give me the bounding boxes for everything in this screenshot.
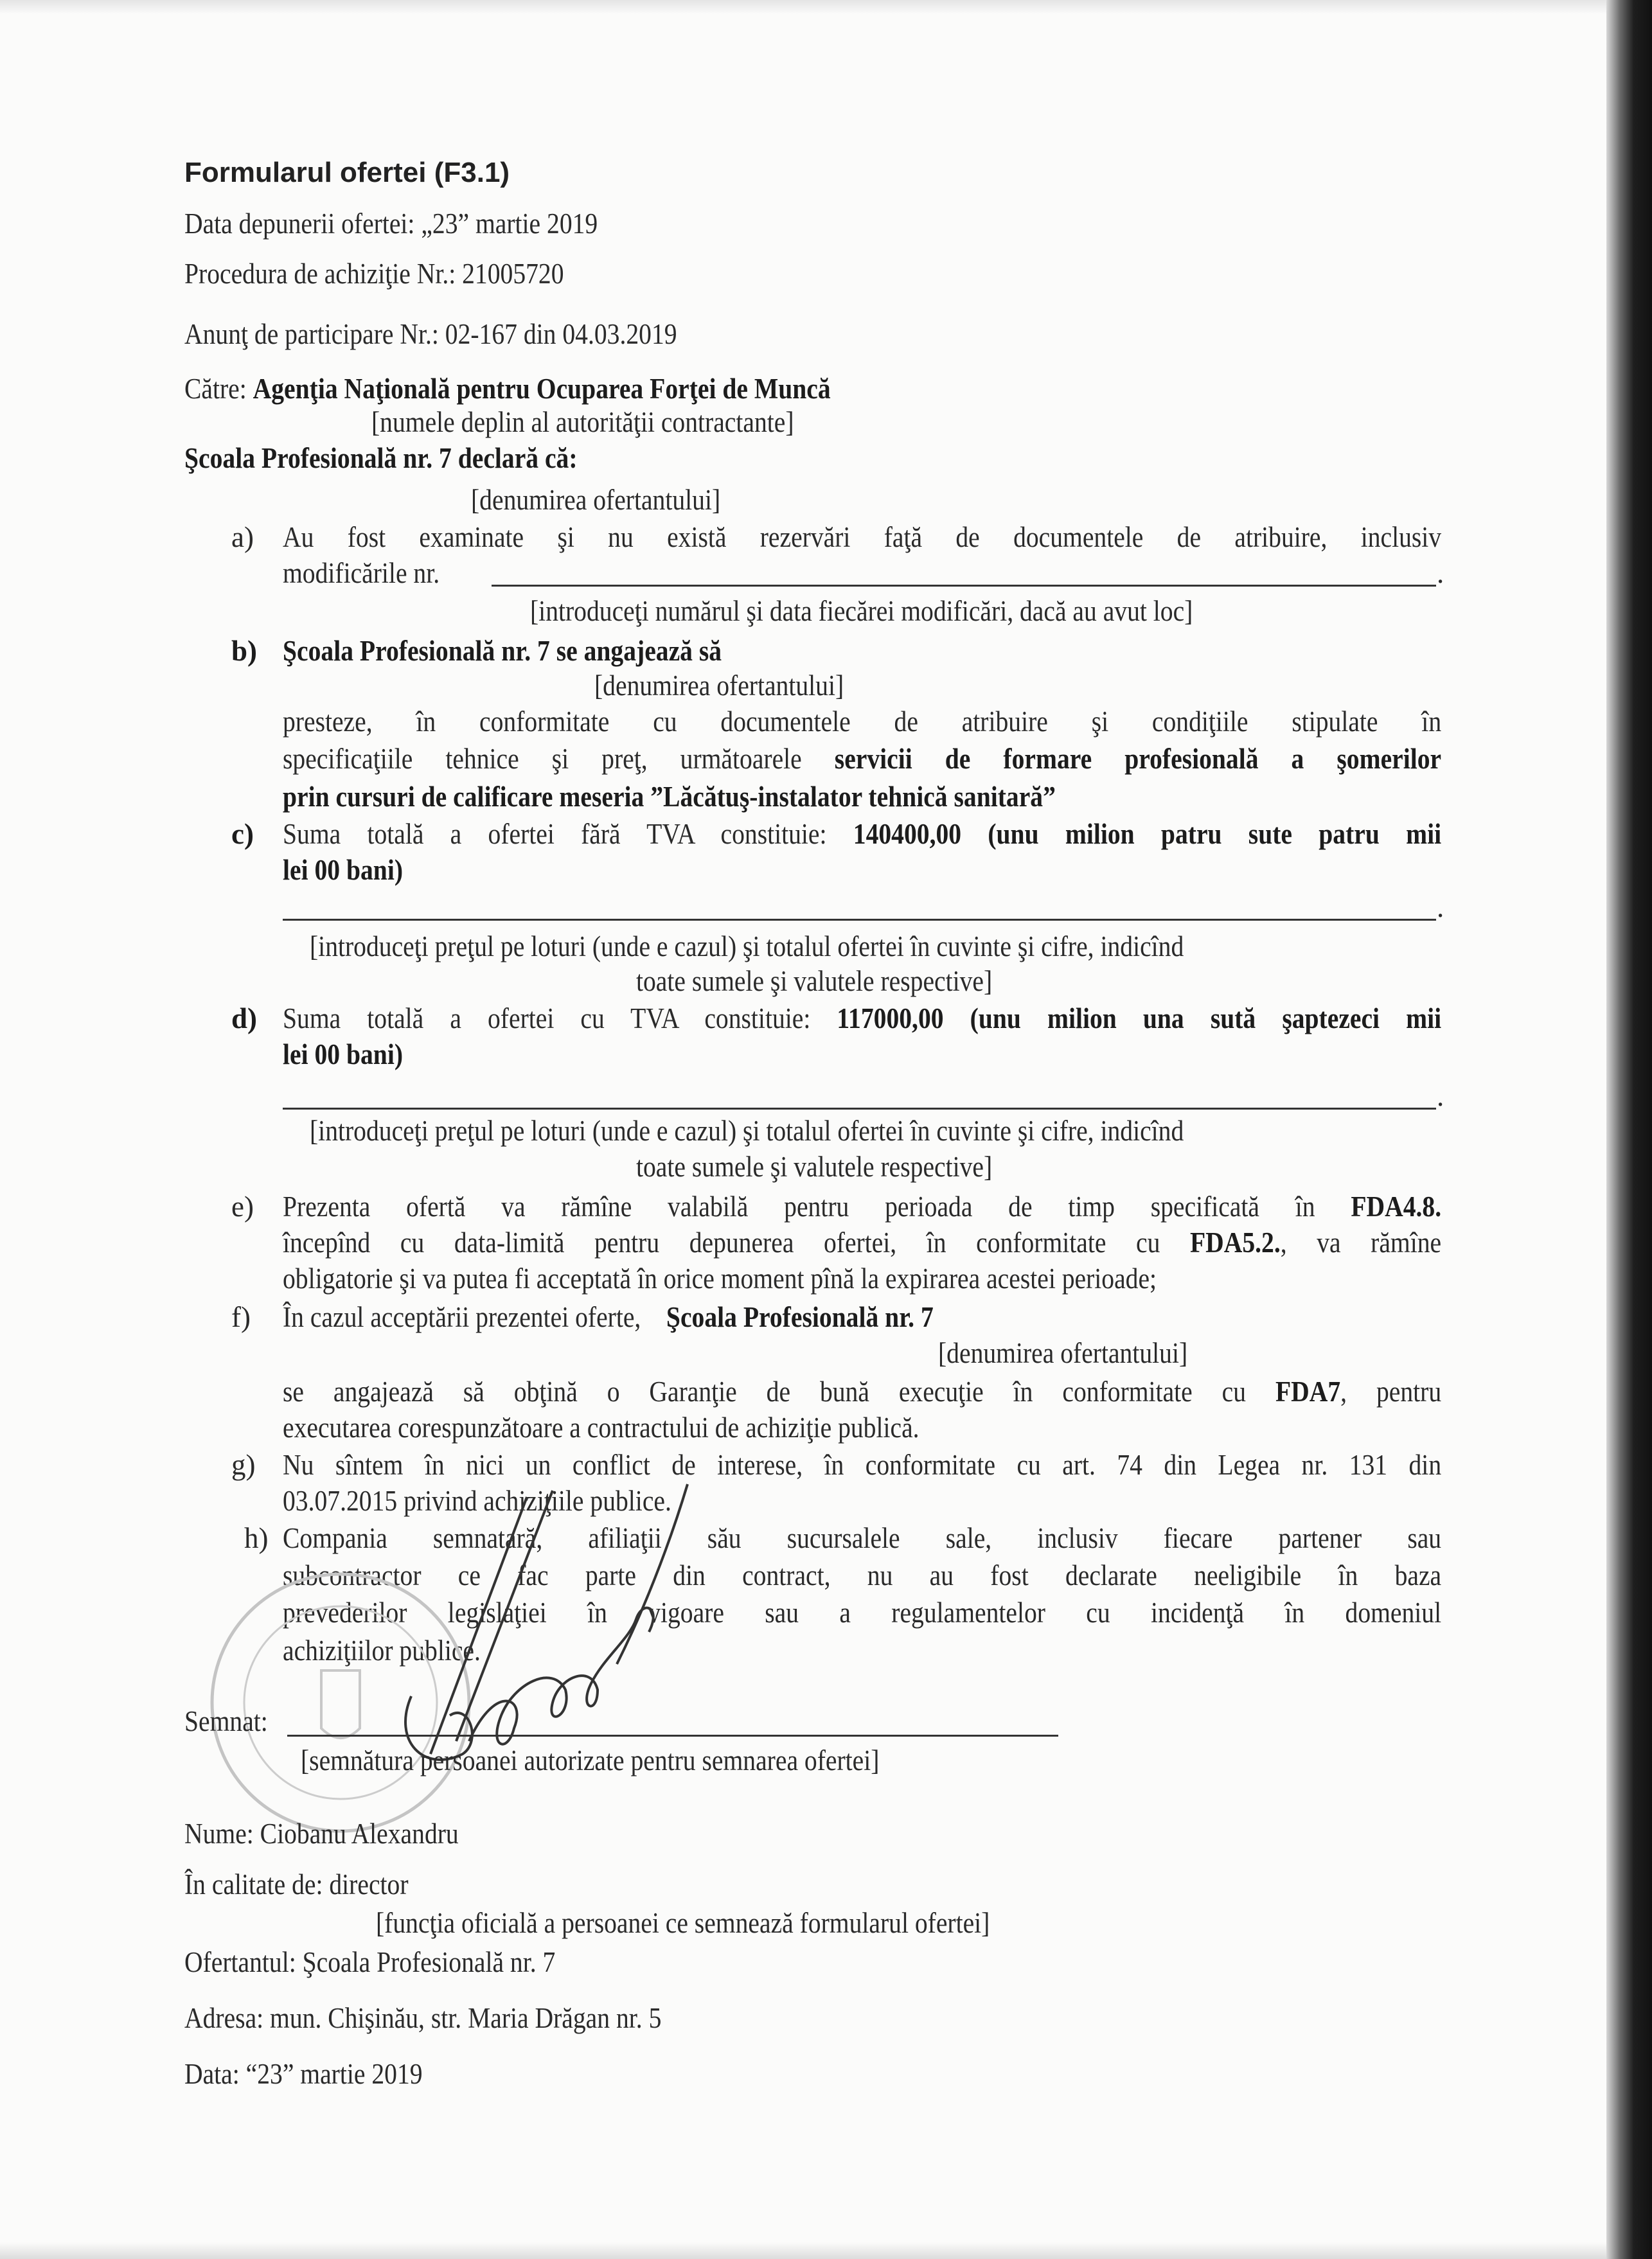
period: . <box>1437 557 1444 589</box>
signer-role: În calitate de: director <box>184 1868 409 1900</box>
item-h-line4: achiziţiilor publice. <box>283 1634 481 1667</box>
item-b-hint: [denumirea ofertantului] <box>594 669 844 702</box>
item-c-normal: Suma totală a ofertei fără TVA constituie: <box>283 818 827 850</box>
item-f-text: În cazul acceptării prezentei oferte, <box>283 1301 641 1333</box>
item-c-amount: 140400,00 (unu milion patru sute patru mii <box>853 818 1442 850</box>
item-d-hint1: [introduceţi preţul pe loturi (unde e cazul) şi totalul ofertei în cuvinte şi cifre, indicînd <box>310 1115 1184 1147</box>
item-h-line2: subcontractor ce fac parte din contract, nu au fost declarate neeligibile în baza <box>283 1559 1442 1591</box>
submission-date <box>184 206 598 242</box>
ref-fda7: FDA7 <box>1275 1376 1341 1408</box>
item-e-line1 <box>283 1189 1441 1225</box>
item-h-line3: prevederilor legislaţiei în vigoare sau a regulamentelor cu incidenţă în domeniul <box>283 1597 1442 1629</box>
scan-top-edge <box>0 0 1606 14</box>
item-f-hint: [denumirea ofertantului] <box>938 1337 1188 1369</box>
item-b-line2-normal: specificaţiile tehnice şi preţ, următoarele <box>283 743 802 775</box>
item-f-bidder: Şcoala Profesională nr. 7 <box>666 1301 934 1333</box>
item-f-text: se angajează să obţină o Garanţie de bună execuţie în conformitate cu <box>283 1376 1247 1408</box>
item-c-hint2: toate sumele şi valutele respective] <box>636 965 993 997</box>
item-h-label: h) <box>244 1522 269 1554</box>
item-e-line2 <box>283 1225 1441 1261</box>
item-h-line1: Compania semnatară, afiliaţii său sucursalele sale, inclusiv fiecare partener sau <box>283 1522 1442 1554</box>
item-e-text: , va rămîne <box>1280 1227 1442 1259</box>
item-c-hint1: [introduceţi preţul pe loturi (unde e cazul) şi totalul ofertei în cuvinte şi cifre, indicînd <box>310 930 1184 962</box>
item-a-hint: [introduceţi numărul şi data fiecărei modificări, dacă au avut loc] <box>530 595 1193 627</box>
item-c-line2 <box>283 852 403 888</box>
price-blank-line <box>283 919 1436 921</box>
item-e-text: Prezenta ofertă va rămîne valabilă pentru perioada de timp specificată în <box>283 1191 1315 1223</box>
item-a-line1: Au fost examinate şi nu există rezervări faţă de documentele de atribuire, inclusiv <box>283 521 1442 553</box>
document-title: Formularul ofertei (F3.1) <box>184 157 510 188</box>
scan-bottom-edge <box>0 2242 1606 2259</box>
item-c-line1 <box>283 816 1441 852</box>
declarant <box>184 440 578 476</box>
item-b-label-text: b) <box>231 635 258 667</box>
item-b-line3 <box>283 779 1056 815</box>
item-b-line2 <box>283 741 1441 777</box>
item-c-label-text: c) <box>231 818 254 850</box>
item-e-text: începînd cu data-limită pentru depunerea ofertei, în conformitate cu <box>283 1227 1160 1259</box>
item-b-bold: Şcoala Profesională nr. 7 se angajează să <box>283 635 722 667</box>
item-f-line3: executarea corespunzătoare a contractului de achiziţie publică. <box>283 1412 919 1444</box>
item-b-line2-bold: servicii de formare profesională a şomerilor <box>834 743 1442 775</box>
address: Adresa: mun. Chişinău, str. Maria Drăgan nr. 5 <box>184 2002 662 2034</box>
period: . <box>1437 891 1444 923</box>
item-d-label-text: d) <box>231 1002 258 1034</box>
item-b-line1: presteze, în conformitate cu documentele de atribuire şi condiţiile stipulate în <box>283 705 1442 738</box>
recipient <box>184 371 831 407</box>
procedure-label: Procedura de achiziţie Nr.: <box>184 258 456 290</box>
signer-name: Nume: Ciobanu Alexandru <box>184 1818 459 1850</box>
ref-fda48: FDA4.8. <box>1351 1191 1442 1223</box>
recipient-hint: [numele deplin al autorităţii contractante] <box>371 406 794 438</box>
item-d-line2-bold: lei 00 bani) <box>283 1038 404 1070</box>
date-label: Data depunerii ofertei: <box>184 208 415 240</box>
signer-role-hint: [funcţia oficială a persoanei ce semnează formularul ofertei] <box>376 1907 990 1939</box>
notice-label: Anunţ de participare Nr.: <box>184 318 439 350</box>
signed-hint: [semnătura persoanei autorizate pentru semnarea ofertei] <box>301 1744 880 1776</box>
item-d-label <box>231 1000 257 1036</box>
item-g-label: g) <box>231 1449 256 1481</box>
item-d-amount: 117000,00 (unu milion una sută şaptezeci mii <box>837 1002 1442 1034</box>
signed-label: Semnat: <box>184 1705 268 1737</box>
item-f-label: f) <box>231 1301 251 1333</box>
item-a-line2: modificările nr. <box>283 557 440 589</box>
item-g-line2: 03.07.2015 privind achiziţiile publice. <box>283 1485 671 1517</box>
item-d-line1 <box>283 1000 1441 1036</box>
recipient-value: Agenţia Naţională pentru Ocuparea Forţei de Muncă <box>253 373 831 405</box>
item-c-label <box>231 816 254 852</box>
item-d-line2 <box>283 1036 403 1072</box>
procedure-number <box>184 256 564 292</box>
item-b-label <box>231 633 257 669</box>
item-d-hint2: toate sumele şi valutele respective] <box>636 1151 993 1183</box>
scan-right-edge <box>1606 0 1652 2259</box>
date-value: „23” martie 2019 <box>421 208 598 240</box>
modifications-blank-line <box>492 585 1436 587</box>
item-b-line3-bold: prin cursuri de calificare meseria ”Lăcătuş-instalator tehnică sanitară” <box>283 781 1056 813</box>
item-a-label: a) <box>231 521 254 553</box>
item-f-line1 <box>283 1299 934 1335</box>
declarant-hint: [denumirea ofertantului] <box>471 484 721 516</box>
item-c-line2-bold: lei 00 bani) <box>283 854 404 886</box>
procedure-value: 21005720 <box>462 258 564 290</box>
item-e-label: e) <box>231 1191 254 1223</box>
declarant-text: Şcoala Profesională nr. 7 declară că: <box>184 442 578 474</box>
price-vat-blank-line <box>283 1108 1436 1110</box>
item-f-text: , pentru <box>1340 1376 1442 1408</box>
bidder: Ofertantul: Şcoala Profesională nr. 7 <box>184 1946 556 1978</box>
item-g-line1: Nu sîntem în nici un conflict de interese, în conformitate cu art. 74 din Legea nr. 131 din <box>283 1449 1442 1481</box>
item-f-line2 <box>283 1374 1441 1410</box>
notice-number <box>184 316 677 352</box>
item-b-heading <box>283 633 722 669</box>
recipient-label: Către: <box>184 373 247 405</box>
ref-fda52: FDA5.2. <box>1189 1227 1281 1259</box>
period: . <box>1437 1080 1444 1112</box>
footer-date: Data: “23” martie 2019 <box>184 2058 423 2090</box>
notice-value: 02-167 din 04.03.2019 <box>445 318 677 350</box>
item-e-line3: obligatorie şi va putea fi acceptată în orice moment pînă la expirarea acestei perioade; <box>283 1262 1157 1295</box>
item-d-normal: Suma totală a ofertei cu TVA constituie: <box>283 1002 811 1034</box>
signature-line <box>287 1735 1058 1737</box>
